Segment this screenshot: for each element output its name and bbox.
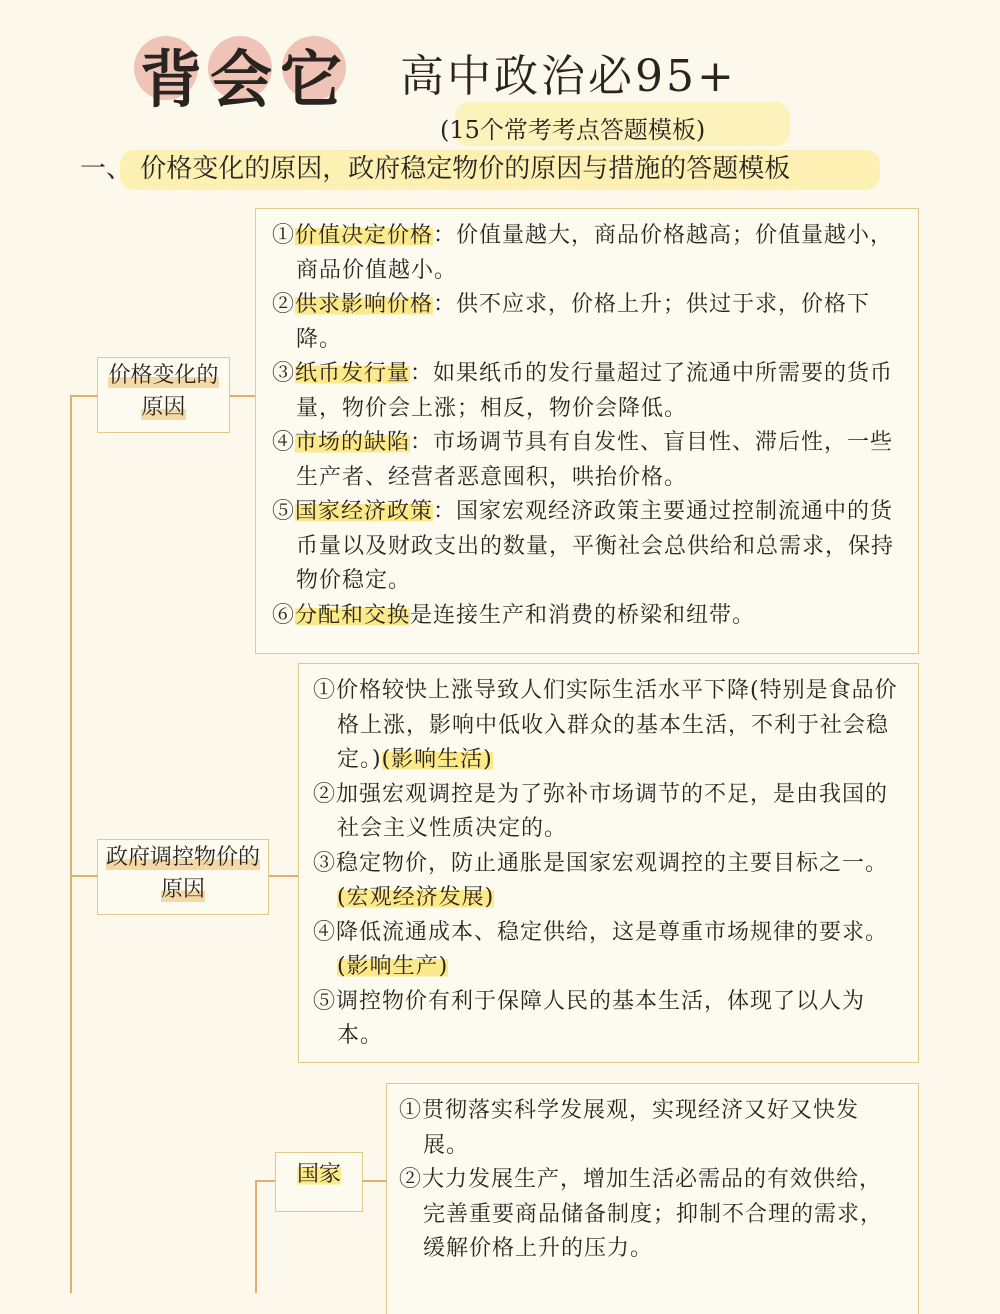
list-item: ③稳定物价，防止通胀是国家宏观调控的主要目标之一。(宏观经济发展) — [313, 850, 889, 910]
page-title — [140, 30, 350, 119]
list-item: ②加强宏观调控是为了弥补市场调节的不足，是由我国的社会主义性质决定的。 — [313, 781, 889, 841]
section-heading: 一、 价格变化的原因，政府稳定物价的原因与措施的答题模板 — [80, 154, 791, 184]
list-item: ④降低流通成本、稳定供给，这是尊重市场规律的要求。(影响生产) — [313, 919, 889, 979]
list-item: ⑤国家经济政策：国家宏观经济政策主要通过控制流通中的货币量以及财政支出的数量，平衡社会总供给和总需求，保持物价稳定。 — [272, 499, 895, 593]
page-note: (15个常考考点答题模板) — [440, 116, 706, 144]
tree-connector-line — [229, 395, 255, 397]
item-list — [387, 1084, 918, 1267]
node-label-price-change-reasons — [97, 357, 230, 433]
node-label-text: 政府调控物价的原因 — [105, 845, 260, 902]
content-box-gov-regulation-reasons — [298, 663, 919, 1063]
list-item: ③纸币发行量：如果纸币的发行量超过了流通中所需要的货币量，物价会上涨；相反，物价会降低。 — [272, 361, 894, 421]
node-label-text: 国家 — [296, 1162, 341, 1187]
list-item: ⑤调控物价有利于保障人民的基本生活，体现了以人为本。 — [313, 988, 866, 1048]
tree-branch-line — [70, 395, 98, 397]
list-item: ⑥分配和交换是连接生产和消费的桥梁和纽带。 — [272, 602, 756, 628]
node-label-text: 价格变化的原因 — [108, 363, 219, 420]
list-item: ④市场的缺陷：市场调节具有自发性、盲目性、滞后性，一些生产者、经营者恶意囤积，哄抬价格。 — [272, 430, 894, 490]
content-box-state — [386, 1083, 919, 1314]
content-box-price-change-reasons — [255, 208, 919, 654]
node-label-state — [275, 1152, 363, 1212]
list-item: ②大力发展生产，增加生活必需品的有效供给，完善重要商品储备制度；抑制不合理的需求，缓解价格上升的压力。 — [399, 1167, 884, 1261]
tree-connector-line — [268, 875, 298, 877]
tree-sub-trunk-line — [255, 1180, 257, 1293]
tree-branch-line — [70, 875, 98, 877]
tree-trunk-line — [70, 395, 72, 1293]
item-list — [299, 664, 918, 1054]
node-label-gov-regulation-reasons — [97, 839, 269, 915]
tree-branch-line — [255, 1180, 275, 1182]
list-item: ①贯彻落实科学发展观，实现经济又好又快发展。 — [399, 1098, 860, 1158]
page-title-text: 背会它 — [140, 43, 351, 116]
tree-connector-line — [362, 1180, 386, 1182]
page-subtitle: 高中政治必95+ — [400, 51, 737, 102]
list-item: ①价值决定价格：价值量越大，商品价格越高；价值量越小，商品价值越小。 — [272, 223, 894, 283]
list-item: ①价格较快上涨导致人们实际生活水平下降(特别是食品价格上涨，影响中低收入群众的基本生活，不利于社会稳定。)(影响生活) — [313, 678, 898, 772]
item-list — [256, 209, 918, 633]
list-item: ②供求影响价格：供不应求，价格上升；供过于求，价格下降。 — [272, 292, 871, 352]
